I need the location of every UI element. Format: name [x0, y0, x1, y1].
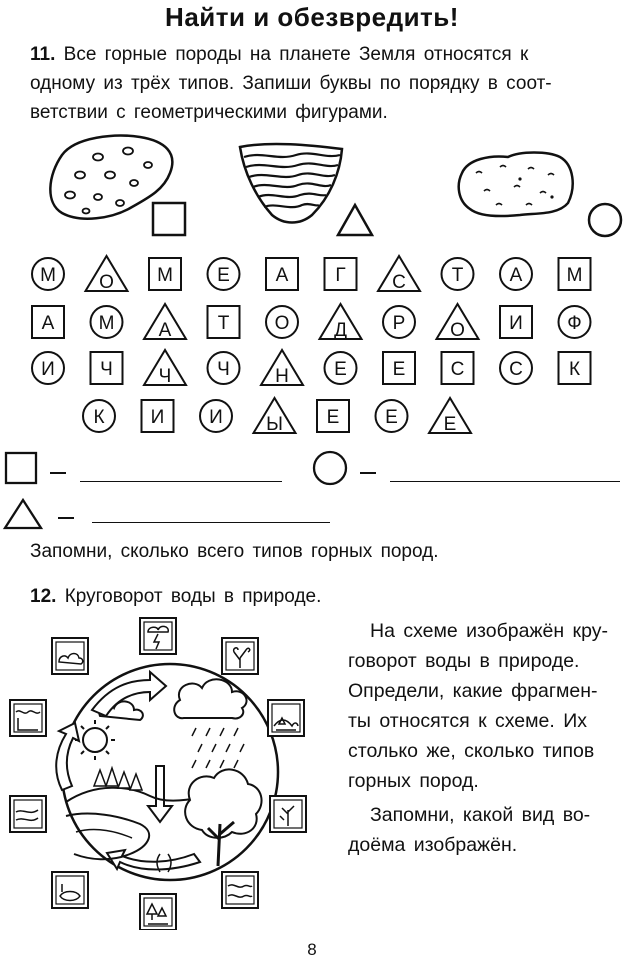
task11-line-1: 11. Все горные породы на планете Земля относятся к	[30, 44, 529, 65]
grid-cell	[500, 306, 532, 338]
grid-letter: С	[509, 359, 523, 380]
grid-cell	[325, 258, 357, 290]
grid-cell	[83, 400, 115, 432]
grid-letter: К	[93, 407, 105, 428]
task11-line-3: ветствии с геометрическими фигурами.	[30, 102, 388, 123]
grid-cell	[325, 352, 357, 384]
answer-square-icon	[6, 453, 36, 483]
grid-cell	[266, 306, 298, 338]
grid-letter: Е	[326, 407, 340, 428]
answer-shapes	[0, 448, 624, 538]
grid-letter: Е	[217, 265, 230, 286]
grid-cell	[317, 400, 349, 432]
grid-letter: Т	[217, 313, 230, 334]
grid-letter: А	[275, 265, 289, 286]
task12-line: ты относятся к схеме. Их	[348, 710, 588, 732]
water-cycle-scene	[56, 664, 278, 880]
grid-letter: О	[450, 320, 465, 341]
grid-letter: С	[392, 272, 406, 293]
answer-triangle-icon	[5, 500, 41, 528]
grid-letter: Д	[334, 320, 347, 341]
grid-letter: О	[274, 313, 290, 334]
grid-letter: Ч	[158, 366, 172, 387]
fragment-frame[interactable]	[10, 700, 46, 736]
grid-cell	[266, 258, 298, 290]
task12-line: Запомни, какой вид во-	[370, 804, 591, 826]
grid-cell	[144, 304, 186, 341]
grid-cell	[91, 306, 123, 338]
grid-cell	[254, 398, 296, 435]
grid-cell	[208, 306, 240, 338]
grid-cell	[383, 306, 415, 338]
page-number: 8	[307, 940, 317, 959]
grid-cell	[200, 400, 232, 432]
grid-letter: И	[509, 313, 523, 334]
grid-cell	[429, 398, 471, 435]
grid-letter: М	[40, 265, 56, 286]
task11-text	[30, 40, 624, 127]
fragment-frame[interactable]	[10, 796, 46, 832]
task12-heading	[30, 582, 321, 611]
grid-letter: Г	[335, 265, 346, 286]
grid-letter: Ф	[567, 313, 582, 334]
page-title: Найти и обезвредить!	[165, 2, 459, 32]
answer-line-square[interactable]	[80, 481, 282, 482]
grid-cell	[559, 306, 591, 338]
letter-grid	[0, 250, 624, 440]
fragment-frame[interactable]	[52, 638, 88, 674]
grid-letter: К	[568, 359, 581, 380]
grid-letter: И	[41, 359, 55, 380]
legend-circle-icon	[589, 204, 621, 236]
grid-cell	[500, 258, 532, 290]
grid-letter: Е	[334, 359, 347, 380]
legend-square-icon	[153, 203, 185, 235]
grid-cell	[442, 352, 474, 384]
grid-cell	[91, 352, 123, 384]
grid-cell	[261, 350, 303, 387]
task12-line: доёма изображён.	[348, 834, 518, 856]
task11-line-2: одному из трёх типов. Запиши буквы по порядку в соот-	[30, 73, 552, 94]
legend-triangle-icon	[338, 205, 372, 235]
task12-line: столько же, сколько типов	[348, 740, 595, 762]
grid-cell	[559, 352, 591, 384]
grid-letter: А	[158, 320, 172, 341]
grid-cell	[442, 258, 474, 290]
grid-cell	[32, 258, 64, 290]
fragment-frame[interactable]	[52, 872, 88, 908]
task12-number: 12.	[30, 586, 57, 607]
grid-cell	[208, 258, 240, 290]
grid-cell	[144, 350, 186, 387]
grid-letter: О	[99, 272, 114, 293]
grid-letter: Р	[392, 313, 406, 334]
grid-cell	[437, 304, 479, 341]
task12-line: На схеме изображён кру-	[370, 620, 608, 642]
answer-line-triangle[interactable]	[92, 522, 330, 523]
layered-rock-icon	[240, 144, 342, 223]
fragment-frame[interactable]	[140, 618, 176, 654]
grid-cell	[86, 256, 128, 293]
grid-cell	[142, 400, 174, 432]
fragment-frame[interactable]	[270, 796, 306, 832]
task11-number: 11.	[30, 44, 56, 65]
grid-letter: И	[209, 407, 223, 428]
grid-letter: Е	[443, 414, 457, 435]
grid-cell	[208, 352, 240, 384]
fragment-frame[interactable]	[222, 638, 258, 674]
rocks-illustration	[0, 125, 624, 245]
answer-line-circle[interactable]	[390, 481, 620, 482]
grid-letter: И	[150, 407, 165, 428]
grid-cell	[383, 352, 415, 384]
grid-letter: М	[98, 313, 115, 334]
grid-cell	[149, 258, 181, 290]
grid-cell	[500, 352, 532, 384]
task12-line: Определи, какие фрагмен-	[348, 680, 598, 702]
grid-cell	[320, 304, 362, 341]
task12-line: говорот воды в природе.	[348, 650, 580, 672]
grid-letter: М	[157, 265, 173, 286]
grid-letter: Н	[275, 366, 289, 387]
answer-circle-icon	[314, 452, 346, 484]
grid-letter: С	[450, 359, 465, 380]
grid-cell	[32, 352, 64, 384]
grid-letter: А	[41, 313, 55, 334]
grid-letter: А	[509, 265, 523, 286]
grid-letter: Е	[392, 359, 406, 380]
grid-letter: М	[566, 265, 583, 286]
task11-remember: Запомни, сколько всего типов горных пород.	[30, 541, 439, 562]
task12-title: Круговорот воды в природе.	[64, 586, 322, 607]
grid-letter: Ч	[217, 359, 230, 380]
grid-letter: Е	[385, 407, 398, 428]
grid-cell	[559, 258, 591, 290]
task12-line: горных пород.	[348, 770, 479, 792]
grid-letter: Ы	[266, 414, 283, 435]
fragment-frame[interactable]	[140, 894, 176, 930]
grid-letter: Ч	[100, 359, 113, 380]
grid-cell	[376, 400, 408, 432]
grid-letter: Т	[451, 265, 464, 286]
bumpy-rock-icon	[459, 153, 573, 217]
water-cycle-diagram	[0, 610, 345, 930]
fragment-frame[interactable]	[222, 872, 258, 908]
task12-text	[348, 616, 624, 860]
fragment-frame[interactable]	[268, 700, 304, 736]
grid-cell	[32, 306, 64, 338]
grid-cell	[378, 256, 420, 293]
